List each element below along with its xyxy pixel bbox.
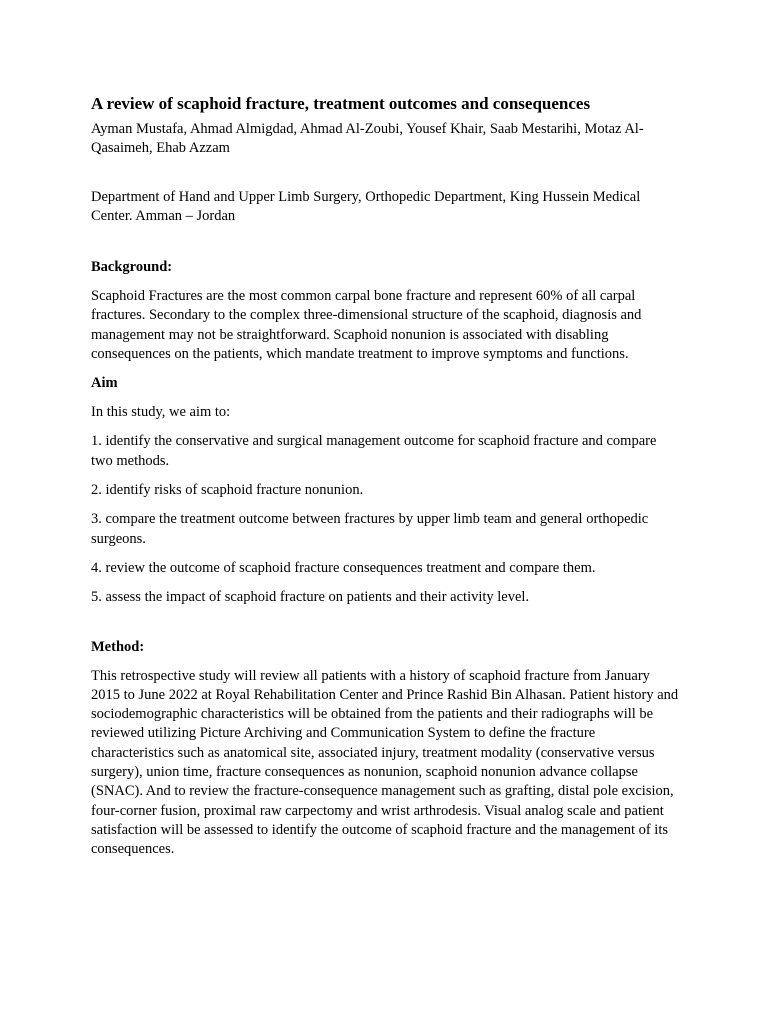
method-text: This retrospective study will review all patients with a history of scaphoid fracture from January 2015 to June 2022 at Royal Rehabilitation Center and Prince Rashid Bin Alhasan. Patient history and sociodemographic characteristics will be obtained from the patients and their radiographs will be reviewed utilizing Picture Archiving and Communication System to define the fracture characteristics such as anatomical site, associated injury, treatment modality (conservative versus surgery), union time, fracture consequences as nonunion, scaphoid nonunion advance collapse (SNAC). And to review the fracture-consequence management such as grafting, distal pole excision, four-corner fusion, proximal raw carpectomy and wrist arthrodesis. Visual analog scale and patient satisfaction will be assessed to identify the outcome of scaphoid fracture and the management of its consequences. bbox=[91, 667, 679, 858]
affiliation: Department of Hand and Upper Limb Surgery, Orthopedic Department, King Hussein Medical Center. Amman – Jordan bbox=[91, 189, 641, 224]
aim-item: 2. identify risks of scaphoid fracture nonunion. bbox=[91, 482, 364, 499]
method-heading: Method: bbox=[91, 638, 145, 655]
document-page bbox=[91, 93, 681, 860]
aim-item: 5. assess the impact of scaphoid fracture on patients and their activity level. bbox=[91, 589, 530, 606]
aim-heading: Aim bbox=[91, 375, 118, 392]
background-heading: Background: bbox=[91, 259, 173, 275]
aim-item: 1. identify the conservative and surgical management outcome for scaphoid fracture and compare two methods. bbox=[91, 433, 657, 469]
aim-intro: In this study, we aim to: bbox=[91, 404, 231, 421]
author-list: Ayman Mustafa, Ahmad Almigdad, Ahmad Al-Zoubi, Yousef Khair, Saab Mestarihi, Motaz Al-Qasaimeh, Ehab Azzam bbox=[91, 121, 644, 156]
background-text: Scaphoid Fractures are the most common carpal bone fracture and represent 60% of all carpal fractures. Secondary to the complex three-dimensional structure of the scaphoid, diagnosis and management may not be straightforward. Scaphoid nonunion is associated with disabling consequences on the patients, which mandate treatment to improve symptoms and functions. bbox=[91, 288, 642, 362]
aim-item: 4. review the outcome of scaphoid fracture consequences treatment and compare them. bbox=[91, 559, 596, 576]
aim-item: 3. compare the treatment outcome between fractures by upper limb team and general orthopedic surgeons. bbox=[91, 511, 649, 547]
document-title: A review of scaphoid fracture, treatment outcomes and consequences bbox=[91, 94, 591, 113]
aim-list bbox=[91, 432, 681, 607]
